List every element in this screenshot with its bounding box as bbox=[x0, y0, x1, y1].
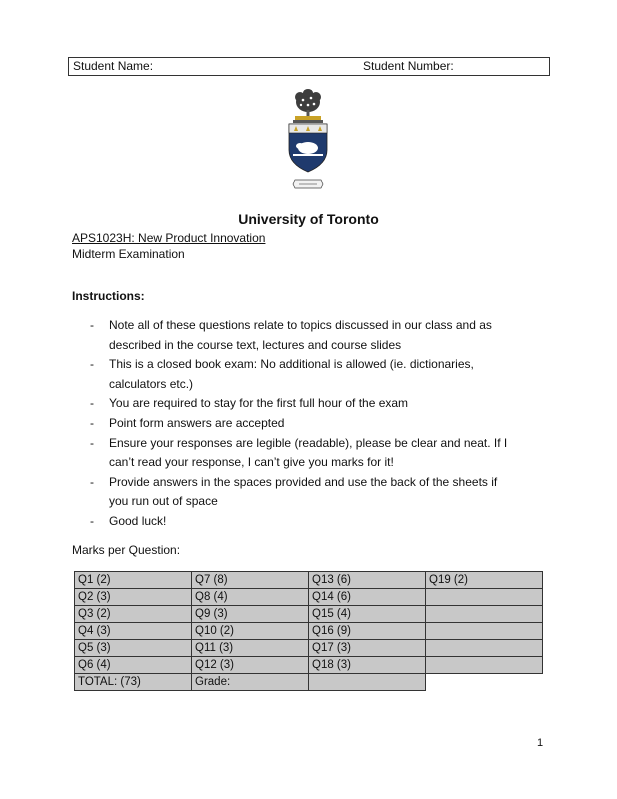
marks-row bbox=[75, 572, 543, 589]
bullet-dash: - bbox=[90, 357, 94, 372]
instruction-line: Good luck! bbox=[109, 513, 167, 528]
marks-cell: Q19 (2) bbox=[426, 572, 543, 589]
marks-cell: Q8 (4) bbox=[192, 589, 309, 606]
instructions-heading: Instructions: bbox=[72, 289, 145, 303]
university-name: University of Toronto bbox=[238, 211, 379, 227]
marks-cell: Q4 (3) bbox=[75, 623, 192, 640]
marks-cell: Q6 (4) bbox=[75, 657, 192, 674]
marks-cell: Q10 (2) bbox=[192, 623, 309, 640]
instruction-item bbox=[90, 355, 550, 394]
marks-row bbox=[75, 606, 543, 623]
course-title: APS1023H: New Product Innovation bbox=[72, 231, 266, 245]
grade-label-cell: Grade: bbox=[192, 674, 309, 691]
instruction-line: you run out of space bbox=[109, 494, 218, 509]
marks-row bbox=[75, 640, 543, 657]
university-crest-icon bbox=[281, 88, 335, 200]
marks-row bbox=[75, 657, 543, 674]
marks-cell: Q12 (3) bbox=[192, 657, 309, 674]
instruction-line: can’t read your response, I can’t give you marks for it! bbox=[109, 455, 394, 470]
instruction-item bbox=[90, 316, 550, 355]
marks-cell: Q5 (3) bbox=[75, 640, 192, 657]
marks-cell bbox=[426, 623, 543, 640]
marks-cell bbox=[426, 606, 543, 623]
marks-table bbox=[74, 571, 543, 691]
marks-cell: Q2 (3) bbox=[75, 589, 192, 606]
bullet-dash: - bbox=[90, 396, 94, 411]
marks-row bbox=[75, 623, 543, 640]
bullet-dash: - bbox=[90, 435, 94, 450]
marks-cell: Q9 (3) bbox=[192, 606, 309, 623]
exam-title: Midterm Examination bbox=[72, 247, 185, 261]
marks-cell: Q16 (9) bbox=[309, 623, 426, 640]
marks-cell: Q1 (2) bbox=[75, 572, 192, 589]
marks-cell: Q15 (4) bbox=[309, 606, 426, 623]
marks-cell: Q13 (6) bbox=[309, 572, 426, 589]
marks-cell bbox=[426, 640, 543, 657]
instruction-line: Point form answers are accepted bbox=[109, 415, 285, 430]
marks-cell: Q18 (3) bbox=[309, 657, 426, 674]
student-name-label: Student Name: bbox=[73, 59, 154, 73]
instruction-line: calculators etc.) bbox=[109, 376, 194, 391]
marks-total-row bbox=[75, 674, 543, 691]
bullet-dash: - bbox=[90, 415, 94, 430]
marks-cell: Q11 (3) bbox=[192, 640, 309, 657]
bullet-dash: - bbox=[90, 474, 94, 489]
marks-cell: Q3 (2) bbox=[75, 606, 192, 623]
marks-cell: Q7 (8) bbox=[192, 572, 309, 589]
student-info-box bbox=[68, 57, 550, 76]
page-number: 1 bbox=[537, 737, 544, 749]
instruction-item bbox=[90, 394, 550, 414]
instruction-line: Note all of these questions relate to topics discussed in our class and as bbox=[109, 318, 492, 332]
marks-heading: Marks per Question: bbox=[72, 543, 181, 557]
bullet-dash: - bbox=[90, 513, 94, 528]
instruction-line: You are required to stay for the first full hour of the exam bbox=[109, 396, 409, 411]
marks-cell: Q14 (6) bbox=[309, 589, 426, 606]
instruction-item bbox=[90, 434, 550, 473]
student-number-label: Student Number: bbox=[363, 59, 454, 73]
empty-cell bbox=[426, 674, 543, 691]
instruction-item bbox=[90, 512, 550, 532]
grade-value-cell bbox=[309, 674, 426, 691]
instruction-item bbox=[90, 414, 550, 434]
instruction-line: This is a closed book exam: No additional is allowed (ie. dictionaries, bbox=[109, 357, 474, 372]
instruction-line: Provide answers in the spaces provided and use the back of the sheets if bbox=[109, 474, 498, 489]
marks-row bbox=[75, 589, 543, 606]
instructions-list bbox=[90, 316, 550, 532]
bullet-dash: - bbox=[90, 318, 94, 332]
instruction-line: described in the course text, lectures and course slides bbox=[109, 337, 402, 352]
instruction-item bbox=[90, 473, 550, 512]
marks-cell: Q17 (3) bbox=[309, 640, 426, 657]
total-label-cell: TOTAL: (73) bbox=[75, 674, 192, 691]
marks-cell bbox=[426, 657, 543, 674]
instruction-line: Ensure your responses are legible (readable), please be clear and neat. If I bbox=[109, 435, 508, 450]
marks-cell bbox=[426, 589, 543, 606]
